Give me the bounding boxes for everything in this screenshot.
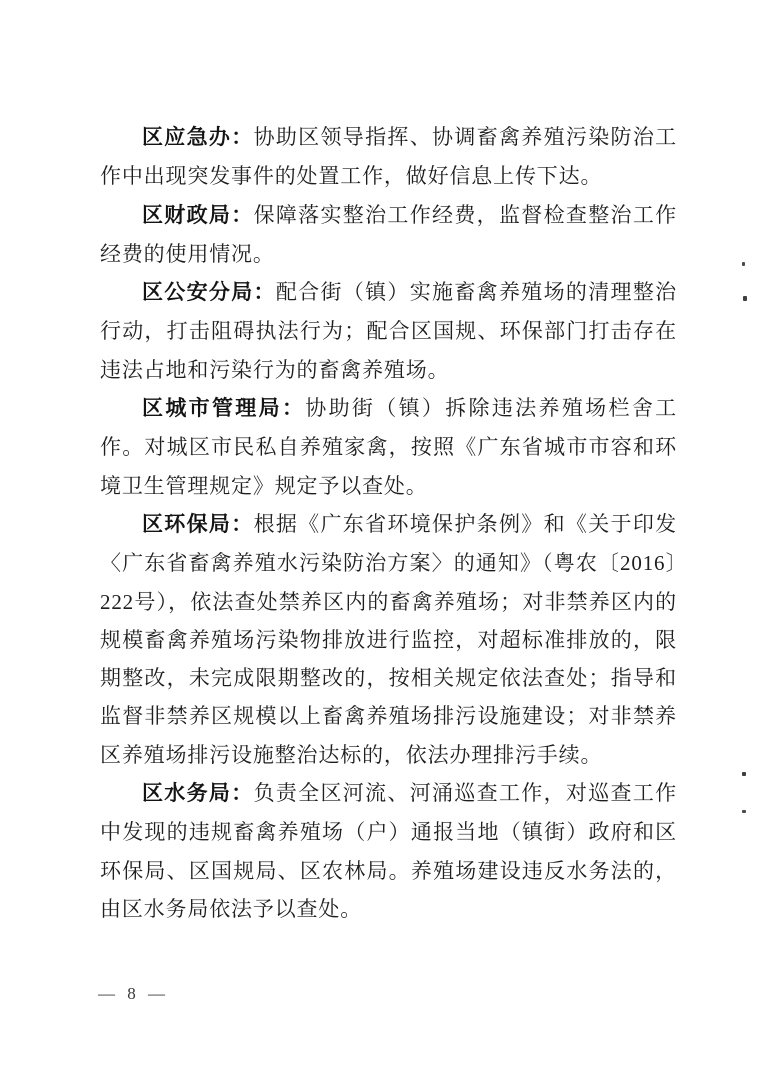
paragraph-text: 根据《广东省环境保护条例》和《关于印发〈广东省畜禽养殖水污染防治方案〉的通知》（粤农〔2016〕222号），依法查处禁养区内的畜禽养殖场；对非禁养区内的规模畜禽养殖场污染物排放进行监控，对超标准排放的，限期整改，未完成限期整改的，按相关规定依法查处；指导和监督非禁养区规模以上畜禽养殖场排污设施建设；对非禁养区养殖场排污设施整治达标的，依法办理排污手续。 bbox=[100, 511, 677, 767]
paragraph-text: 协助区领导指挥、协调畜禽养殖污染防治工作中出现突发事件的处置工作，做好信息上传下达。 bbox=[100, 125, 677, 189]
paragraph-text: 负责全区河流、河涌巡查工作，对巡查工作中发现的违规畜禽养殖场（户）通报当地（镇街）政府和区环保局、区国规局、区农林局。养殖场建设违反水务法的，由区水务局依法予以查处。 bbox=[100, 781, 677, 921]
paragraph bbox=[100, 118, 677, 196]
document-body bbox=[100, 118, 677, 928]
paragraph bbox=[100, 273, 677, 389]
paragraph bbox=[100, 505, 677, 774]
scan-speck bbox=[742, 262, 745, 266]
paragraph-text: 保障落实整治工作经费，监督检查整治工作经费的使用情况。 bbox=[100, 202, 677, 266]
department-label: 区水务局： bbox=[142, 782, 254, 806]
scan-speck bbox=[743, 296, 747, 301]
paragraph bbox=[100, 196, 677, 274]
paragraph-text: 配合街（镇）实施畜禽养殖场的清理整治行动，打击阻碍执法行为；配合区国规、环保部门打击存在违法占地和污染行为的畜禽养殖场。 bbox=[100, 280, 677, 382]
department-label: 区城市管理局： bbox=[142, 397, 306, 421]
paragraph bbox=[100, 389, 677, 505]
department-label: 区应急办： bbox=[142, 126, 254, 149]
scan-speck bbox=[742, 810, 746, 813]
department-label: 区环保局： bbox=[142, 512, 254, 536]
paragraph-text: 协助街（镇）拆除违法养殖场栏舍工作。对城区市民私自养殖家禽，按照《广东省城市市容和环境卫生管理规定》规定予以查处。 bbox=[100, 396, 677, 498]
paragraph bbox=[100, 774, 677, 928]
department-label: 区公安分局： bbox=[142, 281, 276, 305]
page-number: — 8 — bbox=[98, 984, 169, 1003]
scan-speck bbox=[742, 772, 746, 776]
department-label: 区财政局： bbox=[142, 203, 254, 227]
